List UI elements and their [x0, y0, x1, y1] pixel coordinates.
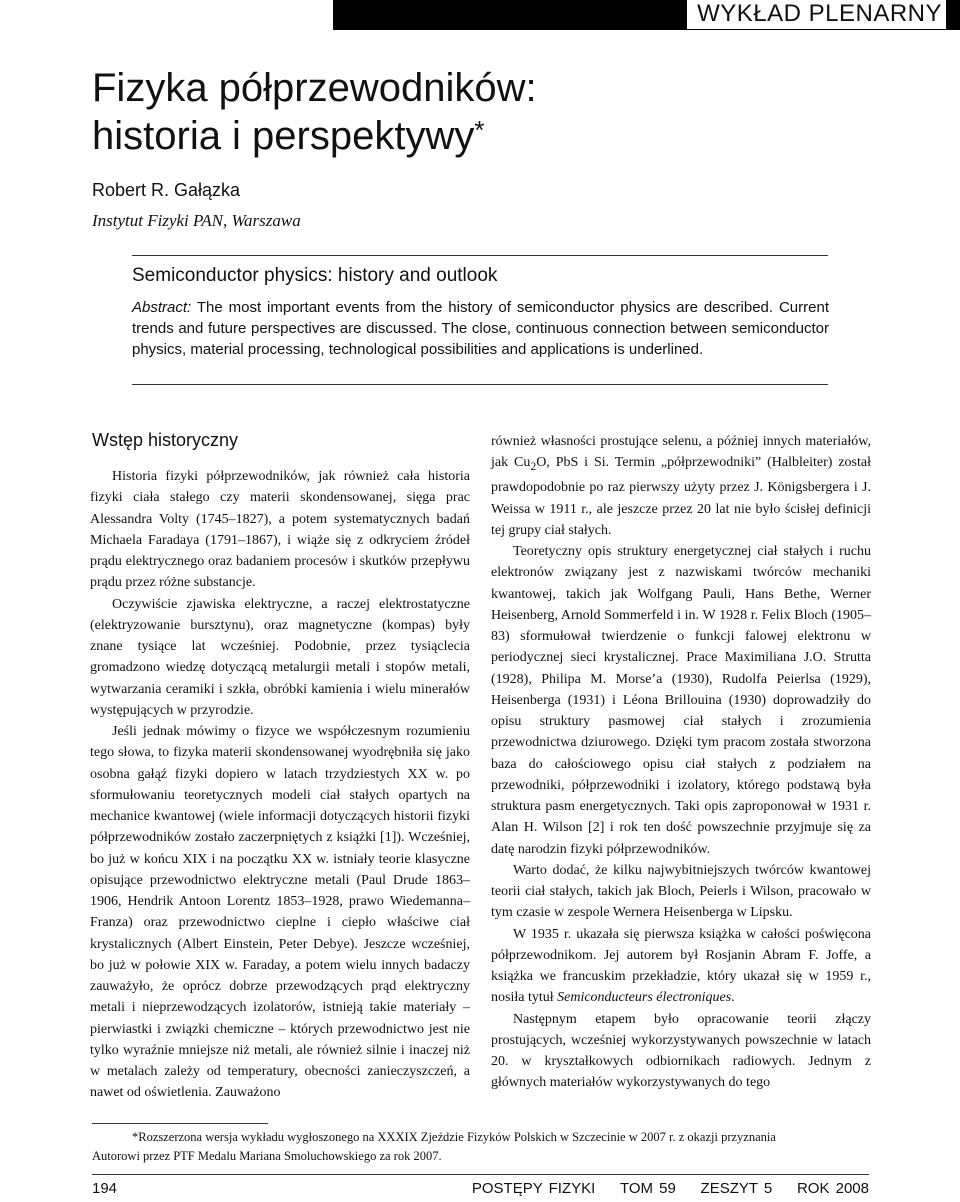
- journal-name: POSTĘPY FIZYKI: [471, 1180, 596, 1197]
- title-line-2: historia i perspektywy: [92, 114, 475, 158]
- abstract-bottom-rule: [132, 384, 828, 385]
- footnote: [92, 1128, 869, 1166]
- journal-info: [472, 1180, 869, 1197]
- abstract-text: The most important events from the history of semiconductor physics are described. Current trends and future perspectives are discussed. The close, continuous connection between semiconductor physics, material processing, technological possibilities and applications is underlined.: [132, 299, 829, 359]
- section-header: WYKŁAD PLENARNY: [687, 0, 946, 29]
- footer-rule: [92, 1174, 869, 1175]
- footnote-rule: [92, 1123, 268, 1124]
- author-affiliation: Instytut Fizyki PAN, Warszawa: [92, 211, 301, 230]
- english-title: Semiconductor physics: history and outlook: [132, 265, 498, 286]
- paragraph: Następnym etapem było opracowanie teorii złączy prostujących, wcześniej wykorzystywanych powszechnie w latach 20. w kryształkowych odbiornikach radiowych. Jednym z głównych materiałów wykorzystywanych do tego: [491, 1011, 871, 1091]
- title-footnote-mark: *: [474, 115, 485, 145]
- abstract-top-rule: [132, 255, 828, 256]
- abstract: [132, 297, 829, 361]
- abstract-label: Abstract:: [132, 299, 192, 316]
- right-column: [491, 431, 871, 1094]
- journal-issue: ZESZYT 5: [700, 1180, 773, 1197]
- paragraph: [491, 924, 871, 1009]
- title-line-1: Fizyka półprzewodników:: [92, 66, 537, 110]
- paragraph: [491, 431, 871, 541]
- text-run: .: [731, 990, 735, 1006]
- paragraph: Historia fizyki półprzewodników, jak również cała historia fizyki ciała stałego czy materii skondensowanej, sięga prac Alessandra Volty (1745–1827), a potem systematycznych badań Michaela Faradaya (1791–1867), i wiąże się z odkryciem źródeł prądu elektrycznego oraz badaniem procesów i skutków przepływu prądu przez różne substancje.: [90, 469, 470, 591]
- header-band: [333, 0, 960, 30]
- text-run: O, PbS i Si. Termin „półprzewodniki” (Halbleiter) został prawdopodobnie po raz pierwszy użyty przez J. Königsbergera i J. Weissa w 1911 r., ale jeszcze przez 20 lat nie było ścisłej definicji tej grupy ciał stałych.: [491, 455, 871, 538]
- page-number: 194: [92, 1180, 118, 1197]
- footnote-line-2: Autorowi przez PTF Medalu Mariana Smoluchowskiego za rok 2007.: [92, 1149, 442, 1163]
- left-column: [90, 466, 470, 1104]
- article-title: [92, 64, 852, 160]
- footnote-line-1: *Rozszerzona wersja wykładu wygłoszonego na XXXIX Zjeździe Fizyków Polskich w Szczecinie w 2007 r. z okazji przyznania: [132, 1130, 776, 1144]
- paragraph: Teoretyczny opis struktury energetycznej ciał stałych i ruchu elektronów związany jest z nazwiskami twórców mechaniki kwantowej, takich jak Wolfgang Pauli, Hans Bethe, Werner Heisenberg, Arnold Sommerfeld i in. W 1928 r. Felix Bloch (1905–83) sformułował twierdzenie o funkcji falowej elektronu w periodycznej sieci krystalicznej. Prace Maximiliana J.O. Strutta (1928), Philipa M. Morse’a (1930), Rudolfa Peierlsa (1929), Heisenberga (1931) i Léona Brillouina (1930) doprowadziły do opisu struktury pasmowej ciał stałych i zrozumienia przewodnictwa dziurowego. Dzięki tym pracom została stworzona baza do całościowego opisu ciał stałych z podziałem na przewodniki, półprzewodniki i izolatory, którego podstawą była struktura pasm energetycznych. Taki opis zaproponował w 1931 r. Alan H. Wilson [2] i rok ten dość powszechnie przyjmuje się za datę narodzin fizyki półprzewodników.: [491, 544, 871, 857]
- journal-year: ROK 2008: [796, 1180, 869, 1197]
- section-heading: Wstęp historyczny: [92, 430, 239, 450]
- journal-volume: TOM 59: [619, 1180, 676, 1197]
- author-name: Robert R. Gałązka: [92, 180, 241, 200]
- text-run: W 1935 r. ukazała się pierwsza książka w całości poświęcona półprzewodnikom. Jej autorem był Rosjanin Abram F. Joffe, a książka we francuskim przekładzie, który ukazał się w 1959 r., nosiła tytuł: [491, 926, 871, 1006]
- text-run: również własności prostujące selenu, a później innych materiałów, jak Cu: [491, 434, 871, 471]
- paragraph: Jeśli jednak mówimy o fizyce we współczesnym rozumieniu tego słowa, to fizyka materii skondensowanej wyodrębniła się jako osobna gałąź fizyki dopiero w latach trzydziestych XX w. po sformułowaniu teoretycznych modeli ciał stałych opartych na mechanice kwantowej (wiele informacji dotyczących historii fizyki półprzewodników zostało zaczerpniętych z książki [1]). Wcześniej, bo już w końcu XIX i na początku XX w. istniały teorie klasyczne opisujące przewodnictwo elektryczne metali (Paul Drude 1863–1906, Hendrik Antoon Lorentz 1853–1928, prawo Wiedemanna–Franza) oraz przewodnictwo cieplne i ciepło właściwe ciał krystalicznych (Albert Einstein, Peter Debye). Jeszcze wcześniej, bo już w połowie XIX w. Faraday, a potem wielu innych badaczy zauważyło, że oprócz dobrze przewodzących prąd elektryczny metali i nieprzewodzących izolatorów, istnieją takie materiały – pierwiastki i związki chemiczne – których przewodnictwo jest nie tylko wyraźnie mniejsze niż metali, ale również silnie i inaczej niż w metalach zależy od temperatury, obecności zanieczyszczeń, a nawet od oświetlenia. Zauważono: [90, 724, 470, 1101]
- paragraph: Warto dodać, że kilku najwybitniejszych twórców kwantowej teorii ciał stałych, takich jak Bloch, Peierls i Wilson, pracowało w tym czasie w zespole Wernera Heisenberga w Lipsku.: [491, 862, 871, 921]
- book-title: Semiconducteurs électroniques: [557, 990, 732, 1006]
- subscript: 2: [530, 460, 537, 474]
- paragraph: Oczywiście zjawiska elektryczne, a raczej elektrostatyczne (elektryzowanie bursztynu), oraz magnetyczne (kompas) były znane tysiące lat wcześniej. Podobnie, przez tysiąclecia gromadzono wiedzę dotyczącą metalurgii metali i stopów metali, wytwarzania ceramiki i szkła, obróbki kamienia i wielu minerałów występujących w przyrodzie.: [90, 596, 470, 718]
